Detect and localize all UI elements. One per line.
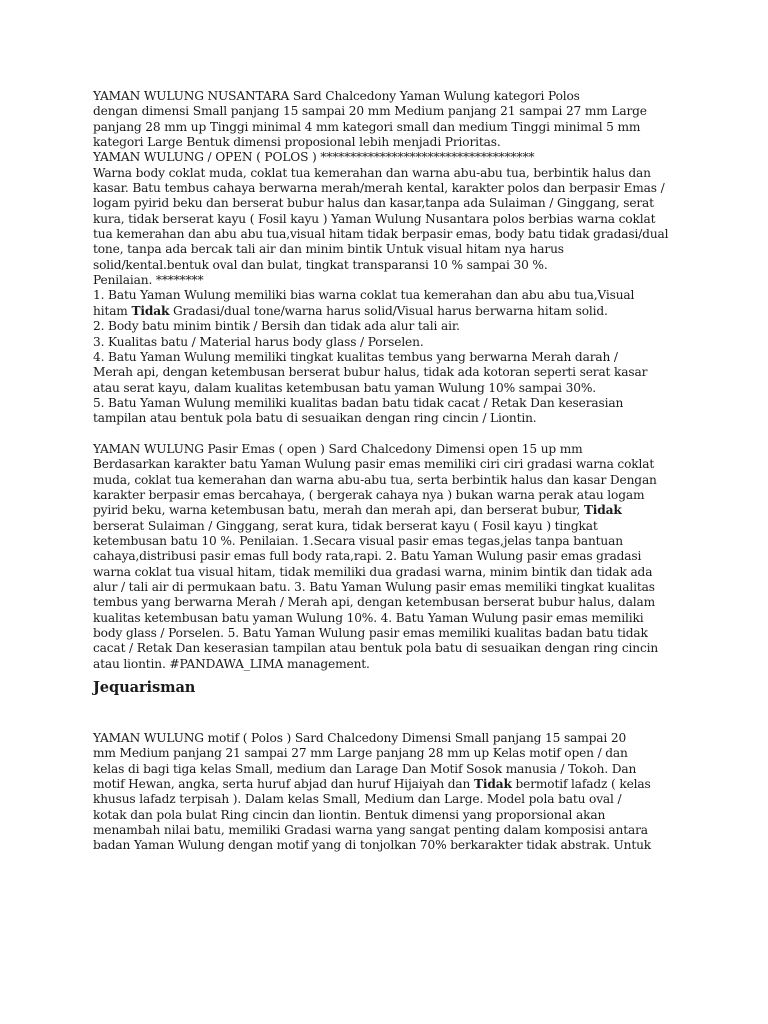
text-line: atau serat kayu, dalam kualitas ketembusan batu yaman Wulung 10% sampai 30%.: [93, 380, 597, 395]
paragraph-polos-criteria: [93, 89, 679, 304]
bold-word: Tidak: [131, 303, 170, 318]
paragraph-pasir-emas: [93, 442, 679, 503]
text-line: YAMAN WULUNG NUSANTARA Sard Chalcedony Yaman Wulung kategori Polos: [93, 89, 580, 103]
text-line: motif Hewan, angka, serta huruf abjad dan huruf Hijaiyah dan Tidak bermotif lafadz ( kelas: [93, 777, 651, 792]
text-line: kategori Large Bentuk dimensi proposional lebih menjadi Prioritas.: [93, 135, 501, 150]
text-line: badan Yaman Wulung dengan motif yang di tonjolkan 70% berkarakter tidak abstrak. Untuk: [93, 838, 652, 853]
text-line: tampilan atau bentuk pola batu di sesuaikan dengan ring cincin / Liontin.: [93, 411, 537, 426]
text-line: kotak dan pola bulat Ring cincin dan liontin. Bentuk dimensi yang proporsional akan: [93, 807, 606, 822]
text-line: Merah api, dengan ketembusan berserat bubur halus, tidak ada kotoran seperti serat kasar: [93, 365, 648, 380]
text-line: cahaya,distribusi pasir emas full body rata,rapi. 2. Batu Yaman Wulung pasir emas gradasi: [93, 549, 642, 564]
text-line: 4. Batu Yaman Wulung memiliki tingkat kualitas tembus yang berwarna Merah darah /: [93, 349, 618, 364]
text-line: Berdasarkan karakter batu Yaman Wulung pasir emas memiliki ciri ciri gradasi warna coklat: [93, 457, 655, 472]
text-line: solid/kental.bentuk oval dan bulat, tingkat transparansi 10 % sampai 30 %.: [93, 257, 548, 272]
text-line: alur / tali air di permukaan batu. 3. Batu Yaman Wulung pasir emas memiliki tingkat kualitas: [93, 580, 655, 594]
paragraph-motif-cont: [93, 792, 679, 853]
text-line: kualitas ketembusan batu yaman Wulung 10%. 4. Batu Yaman Wulung pasir emas memiliki: [93, 610, 644, 625]
text-line: 1. Batu Yaman Wulung memiliki bias warna coklat tua kemerahan dan abu abu tua,Visual: [93, 288, 635, 303]
text-line: Warna body coklat muda, coklat tua kemerahan dan warna abu-abu tua, berbintik halus dan: [93, 165, 651, 180]
text-line: 5. Batu Yaman Wulung memiliki kualitas badan batu tidak cacat / Retak Dan keserasian: [93, 395, 624, 410]
text-line: kelas di bagi tiga kelas Small, medium dan Larage Dan Motif Sosok manusia / Tokoh. Dan: [93, 761, 637, 776]
document-page: [93, 89, 679, 854]
text-line: ketembusan batu 10 %. Penilaian. 1.Secara visual pasir emas tegas,jelas tanpa bantuan: [93, 533, 623, 548]
text-line: 2. Body batu minim bintik / Bersih dan tidak ada alur tali air.: [93, 319, 460, 334]
text-line: tua kemerahan dan abu abu tua,visual hitam tidak berpasir emas, body batu tidak gradasi/dual: [93, 227, 669, 242]
bold-word: Tidak: [473, 777, 512, 792]
text-line: warna coklat tua visual hitam, tidak memiliki dua gradasi warna, minim bintik dan tidak ada: [93, 564, 653, 579]
text-line: YAMAN WULUNG Pasir Emas ( open ) Sard Chalcedony Dimensi open 15 up mm: [93, 441, 583, 456]
text-line: YAMAN WULUNG motif ( Polos ) Sard Chalcedony Dimensi Small panjang 15 sampai 20: [93, 731, 627, 746]
text-line: atau liontin. #PANDAWA_LIMA management.: [93, 656, 370, 671]
text-line: berserat Sulaiman / Ginggang, serat kura, tidak berserat kayu ( Fosil kayu ) tingkat: [93, 518, 598, 533]
text-line: khusus lafadz terpisah ). Dalam kelas Small, Medium dan Large. Model pola batu oval /: [93, 792, 622, 807]
text-line: tembus yang berwarna Merah / Merah api, dengan ketembusan berserat bubur halus, dalam: [93, 595, 656, 610]
text-line: Penilaian. ********: [93, 273, 204, 288]
text-line: hitam Tidak Gradasi/dual tone/warna harus solid/Visual harus berwarna hitam solid.: [93, 303, 608, 318]
text-line: 3. Kualitas batu / Material harus body glass / Porselen.: [93, 334, 424, 349]
text-line: kura, tidak berserat kayu ( Fosil kayu ) Yaman Wulung Nusantara polos berbias warna coklat: [93, 211, 656, 226]
paragraph-pasir-emas-cont: [93, 519, 679, 672]
section-heading: Jequarisman: [93, 679, 196, 697]
text-line: body glass / Porselen. 5. Batu Yaman Wulung pasir emas memiliki kualitas badan batu tidak: [93, 626, 648, 641]
text-line: menambah nilai batu, memiliki Gradasi warna yang sangat penting dalam komposisi antara: [93, 823, 648, 838]
text-line: kasar. Batu tembus cahaya berwarna merah/merah kental, karakter polos dan berpasir Emas /: [93, 181, 665, 196]
paragraph-polos-list: [93, 319, 679, 426]
text-line: karakter berpasir emas bercahaya, ( bergerak cahaya nya ) bukan warna perak atau logam: [93, 487, 645, 502]
text-line: mm Medium panjang 21 sampai 27 mm Large panjang 28 mm up Kelas motif open / dan: [93, 746, 628, 761]
text-line: logam pyirid beku dan berserat bubur halus dan kasar,tanpa ada Sulaiman / Ginggang, serat: [93, 196, 654, 211]
bold-word: Tidak: [583, 503, 622, 518]
paragraph-motif: [93, 731, 679, 777]
text-line: panjang 28 mm up Tinggi minimal 4 mm kategori small dan medium Tinggi minimal 5 mm: [93, 119, 641, 134]
text-line: pyirid beku, warna ketembusan batu, merah dan merah api, dan berserat bubur, Tidak: [93, 503, 622, 518]
text-line: cacat / Retak Dan keserasian tampilan atau bentuk pola batu di sesuaikan dengan ring cincin: [93, 641, 659, 656]
text-line: dengan dimensi Small panjang 15 sampai 20 mm Medium panjang 21 sampai 27 mm Large: [93, 104, 647, 119]
text-line: tone, tanpa ada bercak tali air dan minim bintik Untuk visual hitam nya harus: [93, 242, 564, 257]
text-line: YAMAN WULUNG / OPEN ( POLOS ) ************************************: [93, 150, 535, 165]
text-line: muda, coklat tua kemerahan dan warna abu-abu tua, serta berbintik halus dan kasar Dengan: [93, 472, 657, 487]
